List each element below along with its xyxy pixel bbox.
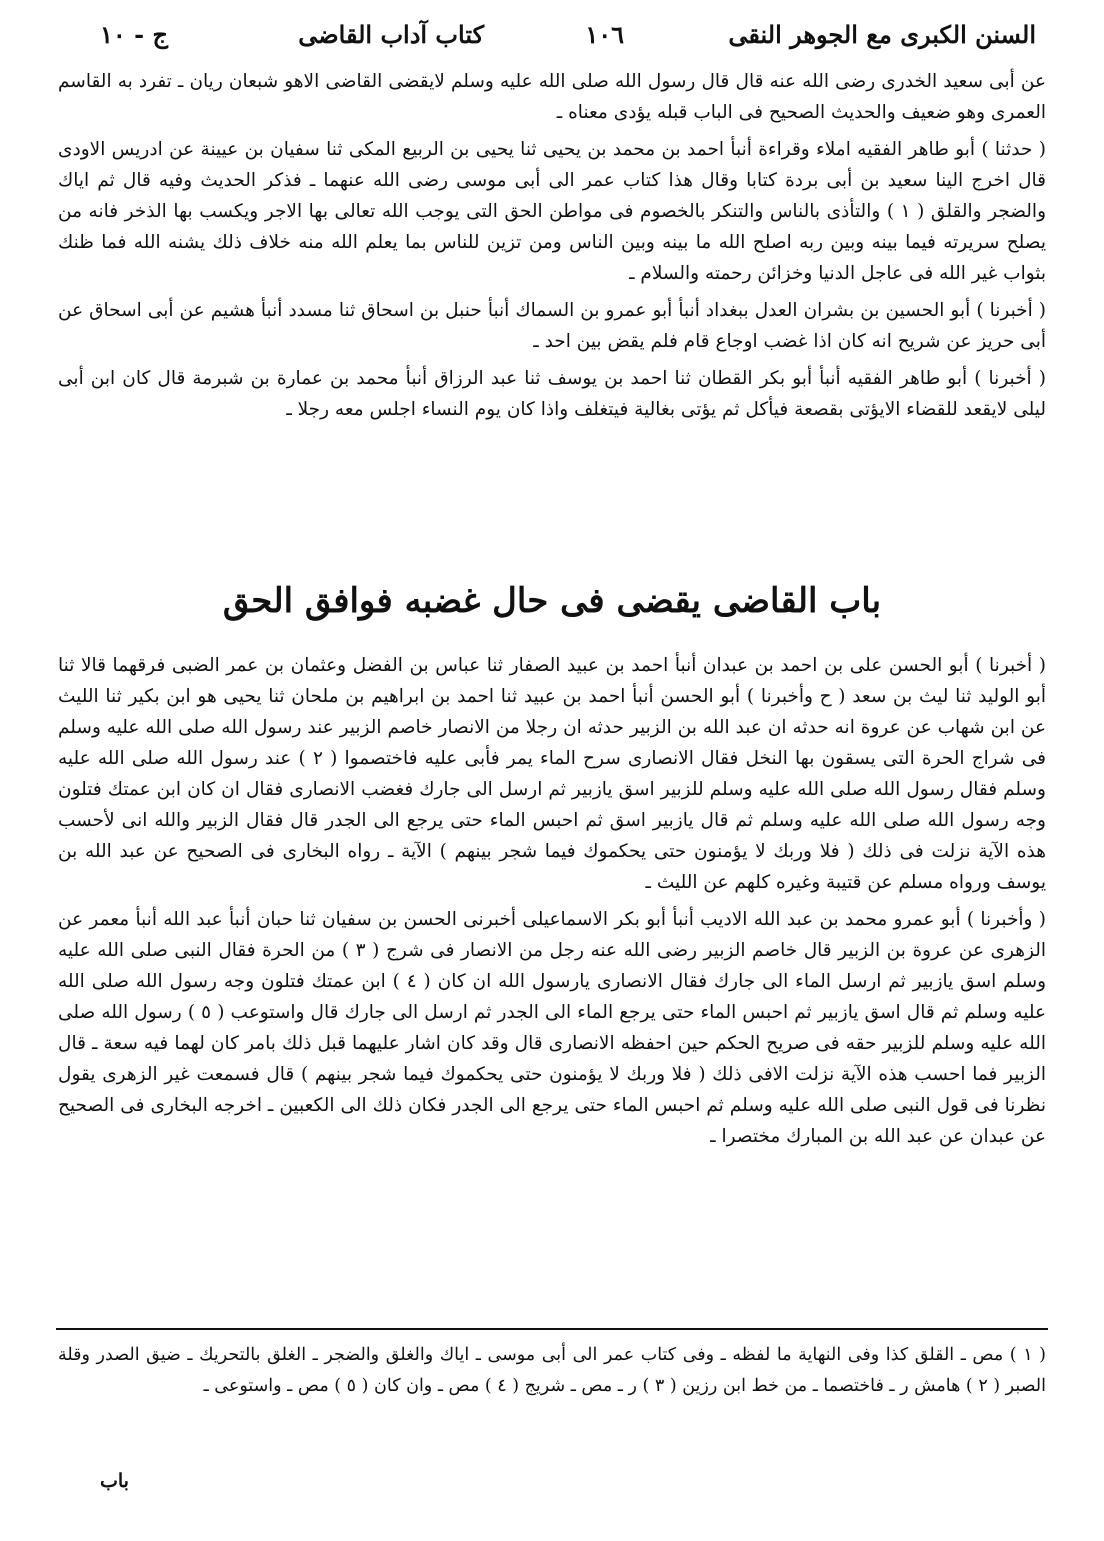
catchword: باب: [100, 1470, 129, 1492]
footnote-divider: [56, 1328, 1048, 1330]
footnotes: [58, 1340, 1046, 1402]
hadith-text-upper: [58, 66, 1046, 431]
paragraph: ( أخبرنا ) أبو طاهر الفقيه أنبأ أبو بكر القطان ثنا احمد بن يوسف ثنا عبد الرزاق أنبأ محمد بن عمارة بن شبرمة قال كان ابن أبى ليلى لايقعد للقضاء الايؤتى بقصعة فيأكل ثم يؤتى بغالية فيتغلف واذا كان يوم النساء اجلس معه رجلا ـ: [58, 368, 1046, 420]
page-number: ١٠٦: [585, 20, 624, 49]
paragraph: ( وأخبرنا ) أبو عمرو محمد بن عبد الله الاديب أنبأ أبو بكر الاسماعيلى أخبرنى الحسن بن سفيان ثنا حبان أنبأ عبد الله أنبأ معمر عن الزهرى عن عروة بن الزبير قال خاصم الزبير رضى الله عنه رجل من الانصار فى شرج ( ٣ ) من الحرة فقال النبى صلى الله عليه وسلم اسق يازبير ثم ارسل الماء الى جارك فقال الانصارى يارسول الله ان كان ( ٤ ) ابن عمتك فتلون وجه رسول الله صلى الله عليه وسلم ثم قال اسق يازبير ثم احبس الماء حتى يرجع الماء الى الجدر ثم ارسل الى جارك قال واستوعب ( ٥ ) رسول الله صلى الله عليه وسلم للزبير حقه فى صريح الحكم حين احفظه الانصارى قال وقد كان اشار عليهما قبل ذلك بامر كان لهما فيه سعة ـ قال الزبير فما احسب هذه الآية نزلت الافى ذلك ( فلا وربك لا يؤمنون حتى يحكموك فيما شجر بينهم ) قال فسمعت غير الزهرى يقول نظرنا فى قول النبى صلى الله عليه وسلم ثم احبس الماء حتى يرجع الى الجدر فكان ذلك الى الكعبين ـ اخرجه البخارى فى الصحيح عن عبدان عن عبد الله بن المبارك مختصرا ـ: [58, 909, 1047, 1147]
chapter-heading: باب القاضى يقضى فى حال غضبه فوافق الحق: [222, 581, 882, 621]
running-chapter-title: كتاب آداب القاضى: [298, 20, 484, 49]
volume-number: ج - ١٠: [100, 20, 168, 49]
paragraph: ( حدثنا ) أبو طاهر الفقيه املاء وقراءة أنبأ احمد بن محمد بن يحيى ثنا يحيى بن الربيع المكى ثنا سفيان بن عيينة عن ادريس الاودى قال اخرج الينا سعيد بن أبى بردة كتابا وقال هذا كتاب عمر الى أبى موسى رضى الله عنهما ـ فذكر الحديث وفيه قال ثم اياك والضجر والقلق ( ١ ) والتأذى بالناس والتنكر بالخصوم فى مواطن الحق التى يوجب الله تعالى بها الاجر ويكسب بها الذخر فانه من يصلح سريرته فيما بينه وبين ربه اصلح الله ما بينه وبين الناس ومن تزين للناس بما يعلم الله منه خلاف ذلك يشنه الله فما ظنك بثواب غير الله فى عاجل الدنيا وخزائن رحمته والسلام ـ: [58, 139, 1046, 284]
page-header: [60, 20, 1044, 60]
paragraph: ( أخبرنا ) أبو الحسن على بن احمد بن عبدان أنبأ احمد بن عبيد الصفار ثنا عباس بن الفضل وعثمان بن عمر الضبى فرقهما قالا ثنا أبو الوليد ثنا ليث بن سعد ( ح وأخبرنا ) أبو الحسن أنبأ احمد بن عبيد ثنا احمد بن ابراهيم بن ملحان ثنا يحيى هو ابن بكير ثنا الليث عن ابن شهاب عن عروة انه حدثه ان عبد الله بن الزبير حدثه ان رجلا من الانصار خاصم الزبير عند رسول الله صلى الله عليه وسلم فى شراج الحرة التى يسقون بها النخل فقال الانصارى سرح الماء يمر فأبى عليه فاختصموا ( ٢ ) عند رسول الله صلى الله عليه وسلم فقال رسول الله صلى الله عليه وسلم للزبير اسق يازبير ثم ارسل الى جارك فغضب الانصارى فقال ان كان ابن عمتك فتلون وجه رسول الله صلى الله عليه وسلم ثم قال يازبير اسق ثم احبس الماء حتى يرجع الى الجدر قال فقال الزبير والله انى لأحسب هذه الآية نزلت فى ذلك ( فلا وربك لا يؤمنون حتى يحكموك فيما شجر بينهم ) الآية ـ رواه البخارى فى الصحيح عن عبد الله بن يوسف ورواه مسلم عن قتيبة وغيره كلهم عن الليث ـ: [58, 655, 1046, 893]
hadith-text-lower: [58, 650, 1046, 1158]
footnote-text: ( ١ ) مص ـ القلق كذا وفى النهاية ما لفظه ـ وفى كتاب عمر الى أبى موسى ـ اياك والغلق والضجر ـ الغلق بالتحريك ـ ضيق الصدر وقلة الصبر ( ٢ ) هامش ر ـ فاختصما ـ من خط ابن رزين ( ٣ ) ر ـ مص ـ شريج ( ٤ ) مص ـ وان كان ( ٥ ) مص ـ واستوعى ـ: [58, 1345, 1047, 1396]
running-book-title: السنن الكبرى مع الجوهر النقى: [728, 20, 1036, 49]
paragraph: عن أبى سعيد الخدرى رضى الله عنه قال قال رسول الله صلى الله عليه وسلم لايقضى القاضى الاهو شبعان ريان ـ تفرد به القاسم العمرى وهو ضعيف والحديث الصحيح فى الباب قبله يؤدى معناه ـ: [58, 71, 1046, 123]
paragraph: ( أخبرنا ) أبو الحسين بن بشران العدل ببغداد أنبأ أبو عمرو بن السماك أنبأ حنبل بن اسحاق ثنا مسدد أنبأ هشيم عن أبى اسحاق عن أبى حريز عن شريح انه كان اذا غضب اوجاع قام فلم يقض بين احد ـ: [58, 300, 1046, 352]
